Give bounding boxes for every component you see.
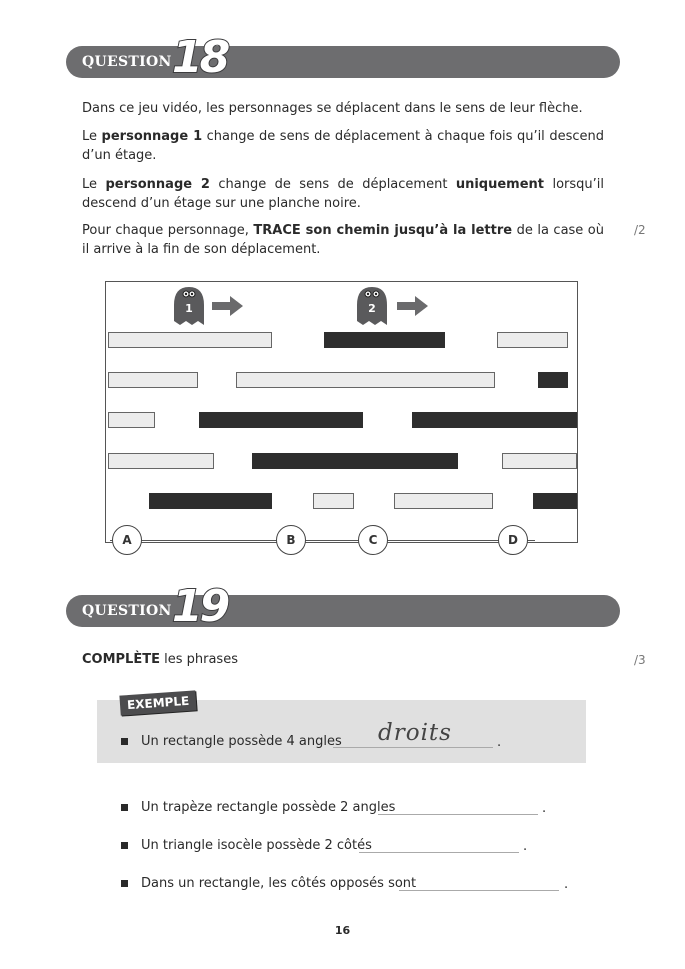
text-fragment: de la case où il arrive à la fin de son déplacement.: [82, 223, 605, 257]
plank-r2-2: [236, 372, 495, 388]
text-fragment: les phrases: [159, 652, 238, 667]
plank-r2-3: [538, 372, 568, 388]
character-2-icon: [355, 285, 389, 327]
plank-r4-1: [108, 453, 214, 469]
q18-score: /2: [634, 223, 646, 237]
q18-instruction: [82, 221, 604, 259]
letter-c[interactable]: C: [358, 525, 388, 555]
bold-uniquement: uniquement: [455, 177, 545, 192]
plank-r2-1: [108, 372, 198, 388]
question-number: 19: [172, 581, 228, 632]
text-fragment: Pour chaque personnage,: [82, 223, 254, 238]
text-fragment: lorsqu’il descend d’un étage sur une planche noire.: [82, 177, 604, 211]
arrival-track: [110, 540, 535, 541]
plank-r1-3: [497, 332, 568, 348]
text-fragment: change de sens de déplacement: [209, 177, 456, 192]
plank-r5-3: [394, 493, 493, 509]
plank-r5-4: [533, 493, 577, 509]
plank-r1-2: [324, 332, 445, 348]
period: .: [542, 801, 547, 816]
bold-instruction: TRACE son chemin jusqu’à la lettre: [253, 223, 513, 238]
period: .: [497, 735, 502, 750]
example-answer: droits: [378, 720, 452, 746]
q18-rule-character-2: [82, 175, 604, 213]
q19-instruction: [82, 650, 604, 669]
character-1-icon: [172, 285, 206, 327]
letter-b[interactable]: B: [276, 525, 306, 555]
example-blank: [333, 746, 493, 748]
arrow-right-icon: [212, 296, 244, 316]
bold-complete: COMPLÈTE: [82, 652, 160, 667]
bullet-icon: [121, 842, 128, 849]
character-2-label: 2: [368, 302, 376, 315]
example-sentence: Un rectangle possède 4 angles: [141, 734, 342, 749]
sentence-1: Un trapèze rectangle possède 2 angles: [141, 800, 396, 815]
plank-r3-1: [108, 412, 155, 428]
answer-field-2[interactable]: [359, 851, 519, 853]
question-number: 18: [172, 32, 228, 83]
plank-r1-1: [108, 332, 272, 348]
character-1-label: 1: [185, 302, 193, 315]
plank-r4-3: [502, 453, 577, 469]
letter-d[interactable]: D: [498, 525, 528, 555]
question-19-banner: [66, 581, 620, 632]
text-fragment: change de sens de déplacement à chaque fois qu’il descend d’un étage.: [82, 129, 604, 163]
plank-r5-2: [313, 493, 354, 509]
question-label: QUESTION: [82, 603, 172, 619]
page-number: 16: [334, 924, 351, 937]
q18-intro: Dans ce jeu vidéo, les personnages se déplacent dans le sens de leur flèche.: [82, 101, 583, 116]
plank-r3-3: [412, 412, 577, 428]
answer-field-1[interactable]: [378, 813, 538, 815]
example-tag: EXEMPLE: [119, 690, 196, 715]
q18-rule-character-1: [82, 127, 604, 165]
question-label: QUESTION: [82, 54, 172, 70]
plank-r4-2: [252, 453, 458, 469]
letter-a[interactable]: A: [112, 525, 142, 555]
arrow-right-icon: [397, 296, 429, 316]
sentence-3: Dans un rectangle, les côtés opposés sont: [141, 876, 417, 891]
bold-character-1: personnage 1: [101, 129, 203, 144]
question-18-banner: [66, 32, 620, 83]
answer-field-3[interactable]: [399, 889, 559, 891]
period: .: [564, 877, 569, 892]
period: .: [523, 839, 528, 854]
text-fragment: Le: [82, 129, 102, 144]
sentence-2: Un triangle isocèle possède 2 côtés: [141, 838, 372, 853]
bold-character-2: personnage 2: [105, 177, 210, 192]
bullet-icon: [121, 738, 128, 745]
plank-r5-1: [149, 493, 272, 509]
text-fragment: Le: [82, 177, 106, 192]
plank-r3-2: [199, 412, 363, 428]
q19-score: /3: [634, 653, 646, 667]
bullet-icon: [121, 880, 128, 887]
bullet-icon: [121, 804, 128, 811]
